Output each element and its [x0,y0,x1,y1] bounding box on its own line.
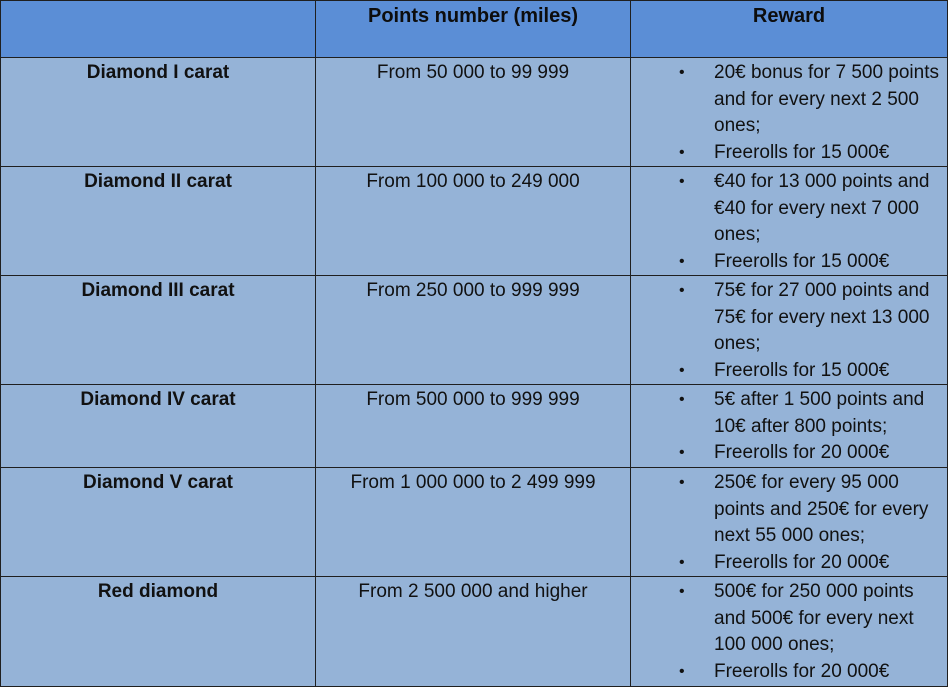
header-level [1,1,316,58]
list-item [631,169,943,249]
reward-text: 20€ bonus for 7 500 points and for every next 2 500 ones; [714,62,940,136]
reward-text: Freerolls for 20 000€ [714,551,890,573]
reward-cell [631,276,948,385]
reward-text: 500€ for 250 000 points and 500€ for every next 100 000 ones; [714,581,914,655]
list-item [631,387,943,440]
reward-text: 5€ after 1 500 points and 10€ after 800 points; [714,389,925,437]
points-range: From 100 000 to 249 000 [316,167,631,276]
reward-text: 250€ for every 95 000 points and 250€ for every next 55 000 ones; [714,472,929,546]
level-name: Diamond V carat [1,468,316,577]
reward-cell [631,167,948,276]
list-item [631,470,943,550]
bullet-icon: • [679,583,685,600]
bullet-icon: • [679,143,685,161]
bullet-icon: • [679,662,685,680]
reward-cell [631,577,948,687]
reward-text: Freerolls for 15 000€ [714,359,890,381]
reward-list [631,278,943,384]
list-item [631,579,943,659]
table-row [1,577,948,687]
reward-text: €40 for 13 000 points and €40 for every next 7 000 ones; [714,171,930,245]
points-range: From 250 000 to 999 999 [316,276,631,385]
bullet-icon: • [679,361,685,379]
level-name: Diamond III carat [1,276,316,385]
reward-text: Freerolls for 20 000€ [714,442,890,463]
bullet-icon: • [679,474,685,491]
reward-cell [631,385,948,468]
reward-text: Freerolls for 15 000€ [714,250,890,272]
reward-cell [631,468,948,577]
table-row [1,468,948,577]
header-reward: Reward [631,1,948,58]
list-item [631,358,943,385]
list-item [631,659,943,686]
list-item [631,278,943,358]
bullet-icon: • [679,391,685,408]
table-row [1,58,948,167]
list-item [631,550,943,577]
level-name: Red diamond [1,577,316,687]
table-row [1,167,948,276]
bullet-icon: • [679,282,685,299]
table-row [1,276,948,385]
reward-text: 75€ for 27 000 points and 75€ for every next 13 000 ones; [714,280,930,354]
reward-text: Freerolls for 20 000€ [714,660,890,682]
points-range: From 500 000 to 999 999 [316,385,631,468]
points-range: From 1 000 000 to 2 499 999 [316,468,631,577]
list-item [631,140,943,167]
list-item [631,249,943,276]
bullet-icon: • [679,64,685,81]
level-name: Diamond IV carat [1,385,316,468]
header-points: Points number (miles) [316,1,631,58]
reward-list [631,387,943,467]
list-item [631,60,943,140]
points-range: From 2 500 000 and higher [316,577,631,687]
points-range: From 50 000 to 99 999 [316,58,631,167]
table-row [1,385,948,468]
bullet-icon: • [679,252,685,270]
reward-text: Freerolls for 15 000€ [714,141,890,163]
bullet-icon: • [679,553,685,571]
reward-cell [631,58,948,167]
list-item [631,440,943,467]
reward-list [631,169,943,275]
reward-list [631,470,943,576]
reward-list [631,579,943,685]
bullet-icon: • [679,173,685,190]
level-name: Diamond II carat [1,167,316,276]
level-name: Diamond I carat [1,58,316,167]
bullet-icon: • [679,444,685,461]
table-header-row [1,1,948,58]
reward-list [631,60,943,166]
